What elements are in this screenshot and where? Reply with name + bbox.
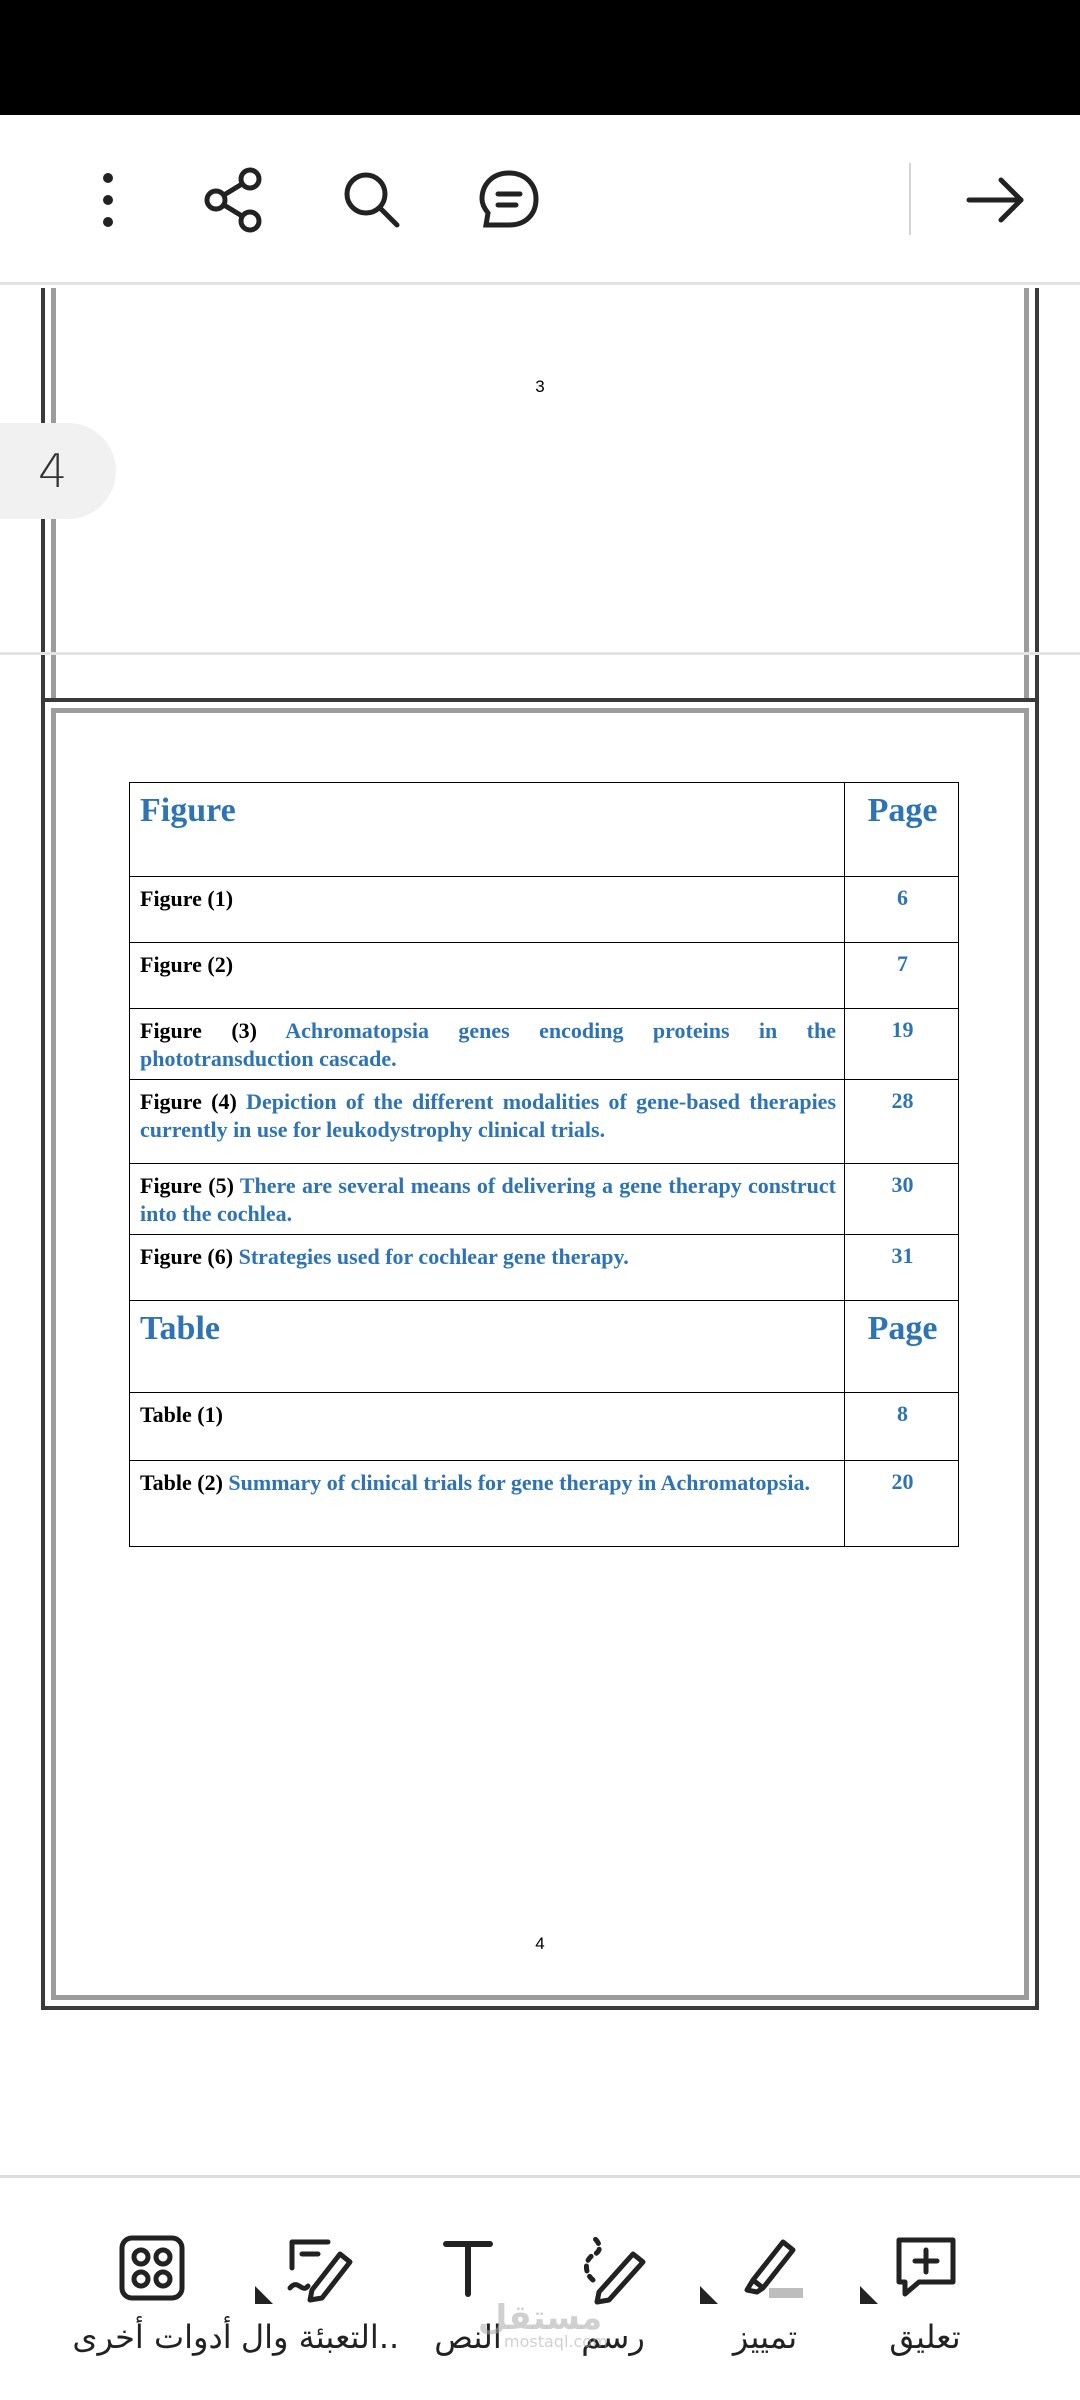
page-indicator[interactable]: 4	[0, 423, 116, 519]
fill-sign-label: التعبئة وال..	[240, 2318, 400, 2356]
fill-sign-icon	[280, 2228, 360, 2308]
page-ref: 28	[845, 1080, 959, 1164]
highlight-tool[interactable]	[690, 2208, 840, 2378]
submenu-corner-icon	[700, 2286, 718, 2304]
figure-number: Figure (1)	[140, 886, 234, 911]
table-row[interactable]	[130, 1080, 959, 1164]
entry-cell	[130, 877, 845, 943]
search-button[interactable]	[327, 155, 417, 245]
text-icon	[428, 2228, 508, 2308]
table-caption: Summary of clinical trials for gene therapy in Achromatopsia.	[228, 1470, 810, 1495]
figure-number: Figure (2)	[140, 952, 234, 977]
table-row[interactable]	[130, 1164, 959, 1235]
document-viewer[interactable]	[0, 288, 1080, 2175]
entry-cell	[130, 1235, 845, 1301]
apps-grid-icon	[112, 2228, 192, 2308]
top-toolbar	[0, 115, 1080, 285]
draw-label: رسم	[581, 2318, 645, 2356]
more-tools-label: أدوات أخرى	[72, 2318, 232, 2356]
page-border	[51, 288, 1029, 760]
table-header-row	[130, 1301, 959, 1393]
fill-sign-tool[interactable]	[240, 2208, 400, 2378]
page-number: 4	[535, 1934, 545, 1953]
figure-header-row	[130, 783, 959, 877]
highlight-label: تمييز	[732, 2318, 798, 2356]
text-label: النص	[434, 2318, 502, 2356]
forward-button[interactable]	[951, 155, 1041, 245]
comment-add-icon	[885, 2228, 965, 2308]
comment-label: تعليق	[889, 2318, 961, 2356]
toolbar-divider	[909, 163, 911, 235]
more-vertical-icon	[63, 165, 133, 235]
figure-caption: Depiction of the different modalities of gene-based therapies currently in use for leukodystrophy clinical trials.	[140, 1089, 837, 1142]
figure-number: Figure (4)	[140, 1089, 237, 1114]
page-number: 3	[535, 377, 545, 396]
entry-cell	[130, 1393, 845, 1461]
watermark-arabic: مستقل	[477, 2298, 603, 2338]
table-of-figures	[129, 782, 959, 1547]
table-row[interactable]	[130, 1461, 959, 1547]
table-row[interactable]	[130, 943, 959, 1009]
comment-list-icon	[474, 165, 544, 235]
page-ref: 31	[845, 1235, 959, 1301]
page-header: Page	[845, 1301, 959, 1393]
page-ref: 7	[845, 943, 959, 1009]
figure-caption: Strategies used for cochlear gene therapy.	[238, 1244, 629, 1269]
watermark-latin: mostaql.com	[504, 2332, 608, 2351]
text-tool[interactable]	[393, 2208, 543, 2378]
submenu-corner-icon	[860, 2286, 878, 2304]
share-icon	[200, 165, 270, 235]
entry-cell	[130, 1080, 845, 1164]
more-tools[interactable]	[72, 2208, 232, 2378]
current-page	[41, 698, 1039, 2010]
table-row[interactable]	[130, 1009, 959, 1080]
comments-list-button[interactable]	[464, 155, 554, 245]
table-row[interactable]	[130, 877, 959, 943]
highlighter-icon	[725, 2228, 805, 2308]
figure-number: Figure (6)	[140, 1244, 234, 1269]
figure-caption: Achromatopsia genes encoding proteins in the phototransduction cascade.	[140, 1018, 836, 1071]
page-ref: 19	[845, 1009, 959, 1080]
more-options-button[interactable]	[53, 155, 143, 245]
header-cell	[130, 783, 845, 877]
page-ref: 30	[845, 1164, 959, 1235]
entry-cell	[130, 943, 845, 1009]
comment-tool[interactable]	[850, 2208, 1000, 2378]
table-row[interactable]	[130, 1235, 959, 1301]
figure-header: Figure	[140, 792, 236, 829]
submenu-corner-icon	[255, 2286, 273, 2304]
figure-number: Figure (5)	[140, 1173, 234, 1198]
entry-cell	[130, 1461, 845, 1547]
page-header: Page	[845, 783, 959, 877]
entry-cell	[130, 1164, 845, 1235]
entry-cell	[130, 1009, 845, 1080]
bottom-toolbar	[0, 2175, 1080, 2400]
status-bar	[0, 0, 1080, 115]
table-number: Table (2)	[140, 1470, 223, 1495]
page-separator	[0, 652, 1080, 655]
header-cell	[130, 1301, 845, 1393]
table-number: Table (1)	[140, 1402, 223, 1427]
page-ref: 8	[845, 1393, 959, 1461]
search-icon	[337, 165, 407, 235]
page-ref: 20	[845, 1461, 959, 1547]
figure-number: Figure (3)	[140, 1018, 257, 1043]
share-button[interactable]	[190, 155, 280, 245]
figure-caption: There are several means of delivering a gene therapy construct into the cochlea.	[140, 1173, 836, 1226]
table-header: Table	[140, 1310, 221, 1347]
forward-arrow-icon	[961, 165, 1031, 235]
watermark	[470, 2298, 610, 2351]
page-ref: 6	[845, 877, 959, 943]
table-row[interactable]	[130, 1393, 959, 1461]
draw-pencil-icon	[573, 2228, 653, 2308]
